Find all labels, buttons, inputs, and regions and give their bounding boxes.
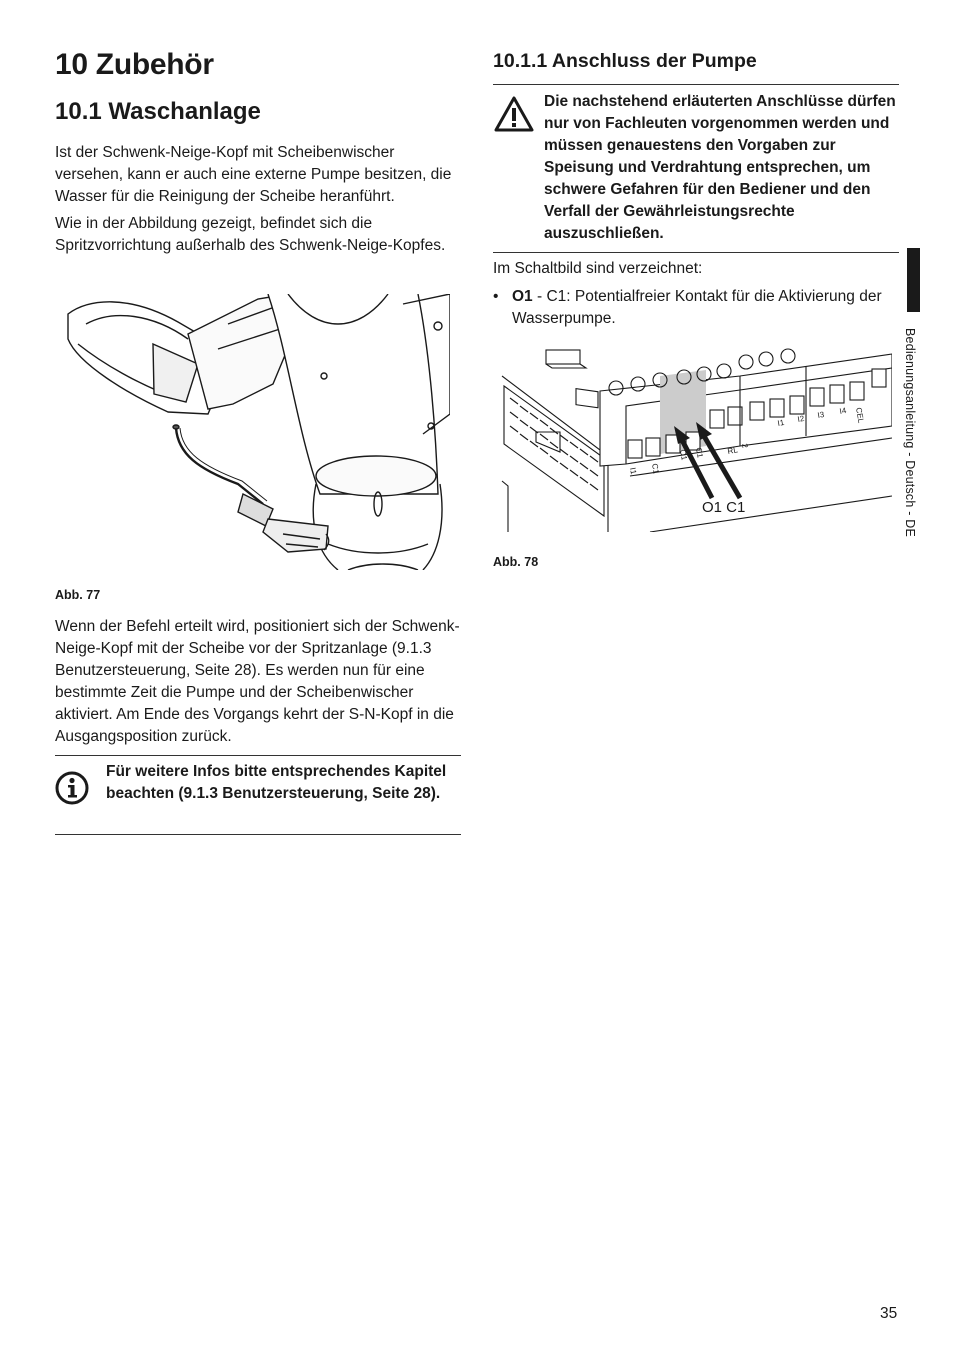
info-bottom-rule <box>55 834 461 835</box>
chapter-title: 10 Zubehör <box>55 48 214 81</box>
warning-bottom-rule <box>493 252 899 253</box>
figure-77-image <box>58 294 450 570</box>
warning-note: Die nachstehend erläuterten Anschlüsse dürfen nur von Fachleuten vorgenommen werden und müssen genauestens den Vorgaben zur Speisung und Verdrahtung entsprechen, um schwere Gefahren für den Bediener und den Verfall der Gewährleistungsrechte auszuschließen. <box>544 93 896 242</box>
info-top-rule <box>55 755 461 756</box>
list-item-text <box>512 286 903 330</box>
figure-78-image <box>500 346 892 532</box>
body-paragraph: Wenn der Befehl erteilt wird, positioniert sich der Schwenk-Neige-Kopf mit der Scheibe vor der Spritzanlage (9.1.3 Benutzersteuerung, Seite 28). Es werden nun für eine bestimmte Zeit die Pumpe und der Scheibenwischer aktiviert. Am Ende des Vorgangs kehrt der S-N-Kopf in die Ausgangsposition zurück. <box>55 618 460 745</box>
figure-78-label: O1 C1 <box>702 499 746 516</box>
side-tab-marker <box>907 248 920 312</box>
list-item-term: O1 <box>512 288 533 305</box>
terminal-label: 2 <box>740 442 750 449</box>
list-intro: Im Schaltbild sind verzeichnet: <box>493 260 703 277</box>
warning-triangle-icon <box>493 95 535 133</box>
terminal-label: I3 <box>816 409 825 420</box>
terminal-label: I1 <box>776 417 785 428</box>
page-number: 35 <box>880 1305 898 1322</box>
list-item-description: - C1: Potentialfreier Kontakt für die Aktivierung der Wasserpumpe. <box>512 288 882 327</box>
info-circle-icon <box>55 771 89 805</box>
terminal-label: C1 <box>694 446 705 459</box>
intro-paragraph-2: Wie in der Abbildung gezeigt, befindet sich die Spritzvorrichtung außerhalb des Schwenk-Neige-Kopfes. <box>55 215 446 254</box>
terminal-label: I4 <box>838 405 847 416</box>
terminal-label: I2 <box>796 413 805 424</box>
terminal-label: RL <box>726 445 739 456</box>
terminal-label: C1 <box>650 462 661 475</box>
figure-77-caption: Abb. 77 <box>55 588 101 602</box>
subsection-title: 10.1.1 Anschluss der Pumpe <box>493 50 757 72</box>
warning-top-rule <box>493 84 899 85</box>
section-title: 10.1 Waschanlage <box>55 98 261 125</box>
figure-78-caption: Abb. 78 <box>493 555 539 569</box>
terminal-label: CEL <box>854 406 866 424</box>
bullet-dot: • <box>493 288 499 305</box>
intro-paragraph-1: Ist der Schwenk-Neige-Kopf mit Scheibenwischer versehen, kann er auch eine externe Pumpe besitzen, die Wasser für die Reinigung der Scheibe heranführt. <box>55 144 452 205</box>
terminal-label: I1 <box>628 466 639 475</box>
terminal-label: O1 <box>678 448 689 461</box>
side-label: Bedienungsanleitung - Deutsch - DE <box>903 328 917 538</box>
info-note: Für weitere Infos bitte entsprechendes Kapitel beachten (9.1.3 Benutzersteuerung, Seite 28). <box>106 763 447 802</box>
